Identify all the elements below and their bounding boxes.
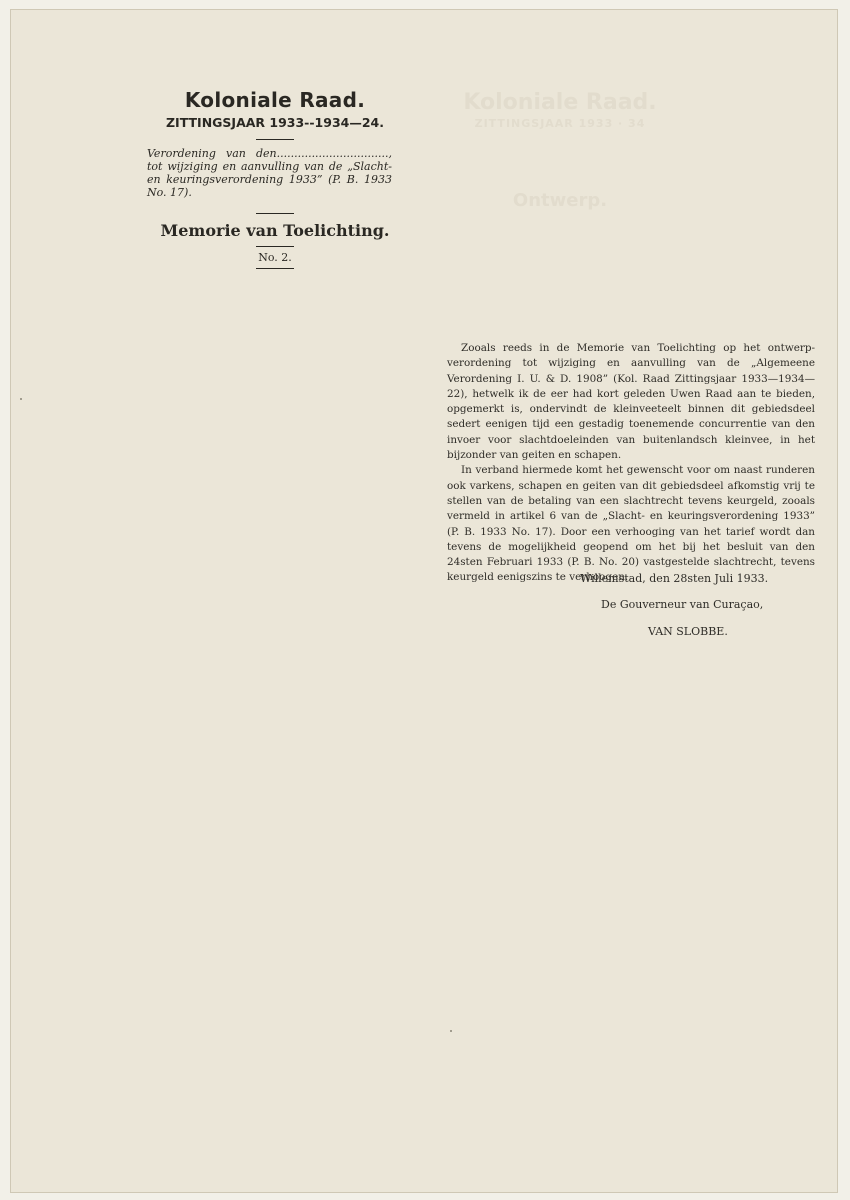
bleed-through: Koloniale Raad. ZITTINGSJAAR 1933 · 34 Ontwerp.	[463, 90, 657, 211]
paper-speck	[450, 1030, 452, 1032]
divider	[256, 268, 294, 269]
divider	[256, 246, 294, 247]
paper-speck	[20, 398, 22, 400]
ordinance-description: Verordening van den................................, tot wijziging en aanvulling van de „Slacht- en keuringsverordening 1933” (P. B. 1933 No. 17).	[147, 147, 392, 199]
council-title: Koloniale Raad.	[184, 88, 366, 112]
signature-office: De Gouverneur van Curaçao,	[601, 598, 764, 611]
divider	[256, 213, 294, 214]
document-header	[140, 88, 410, 269]
signature-name: VAN SLOBBE.	[648, 625, 728, 638]
signature-place-date: Willemstad, den 28sten Juli 1933.	[580, 572, 769, 585]
session-year: ZITTINGSJAAR 1933--1934—24.	[165, 115, 384, 130]
divider	[256, 139, 294, 140]
paragraph: Zooals reeds in de Memorie van Toelichting op het ontwerp-verordening tot wijziging en aanvulling van de „Algemeene Verordening I. U. & D. 1908” (Kol. Raad Zittingsjaar 1933—1934—22), hetwelk ik de eer had kort geleden Uwen Raad aan te bieden, opgemerkt is, ondervindt de kleinveeteelt binnen dit gebiedsdeel sedert eenigen tijd een gestadig toenemende concurrentie van den invoer voor slachtdoeleinden van buitenlandsch kleinvee, in het bijzonder van geiten en schapen.	[447, 342, 815, 462]
explanatory-text	[447, 341, 815, 586]
memorie-heading: Memorie van Toelichting.	[160, 221, 390, 240]
paragraph: In verband hiermede komt het gewenscht voor om naast runderen ook varkens, schapen en geiten van dit gebiedsdeel afkomstig vrij te stellen van de betaling van een slachtrecht tevens keurgeld, zooals vermeld in artikel 6 van de „Slacht- en keuringsverordening 1933” (P. B. 1933 No. 17). Door een verhooging van het tarief wordt dan tevens de mogelijkheid geopend om het bij het besluit van den 24sten Februari 1933 (P. B. No. 20) vastgestelde slachtrecht, tevens keurgeld eenigszins te verhoogen.	[447, 464, 815, 584]
document-number: No. 2.	[258, 251, 292, 264]
